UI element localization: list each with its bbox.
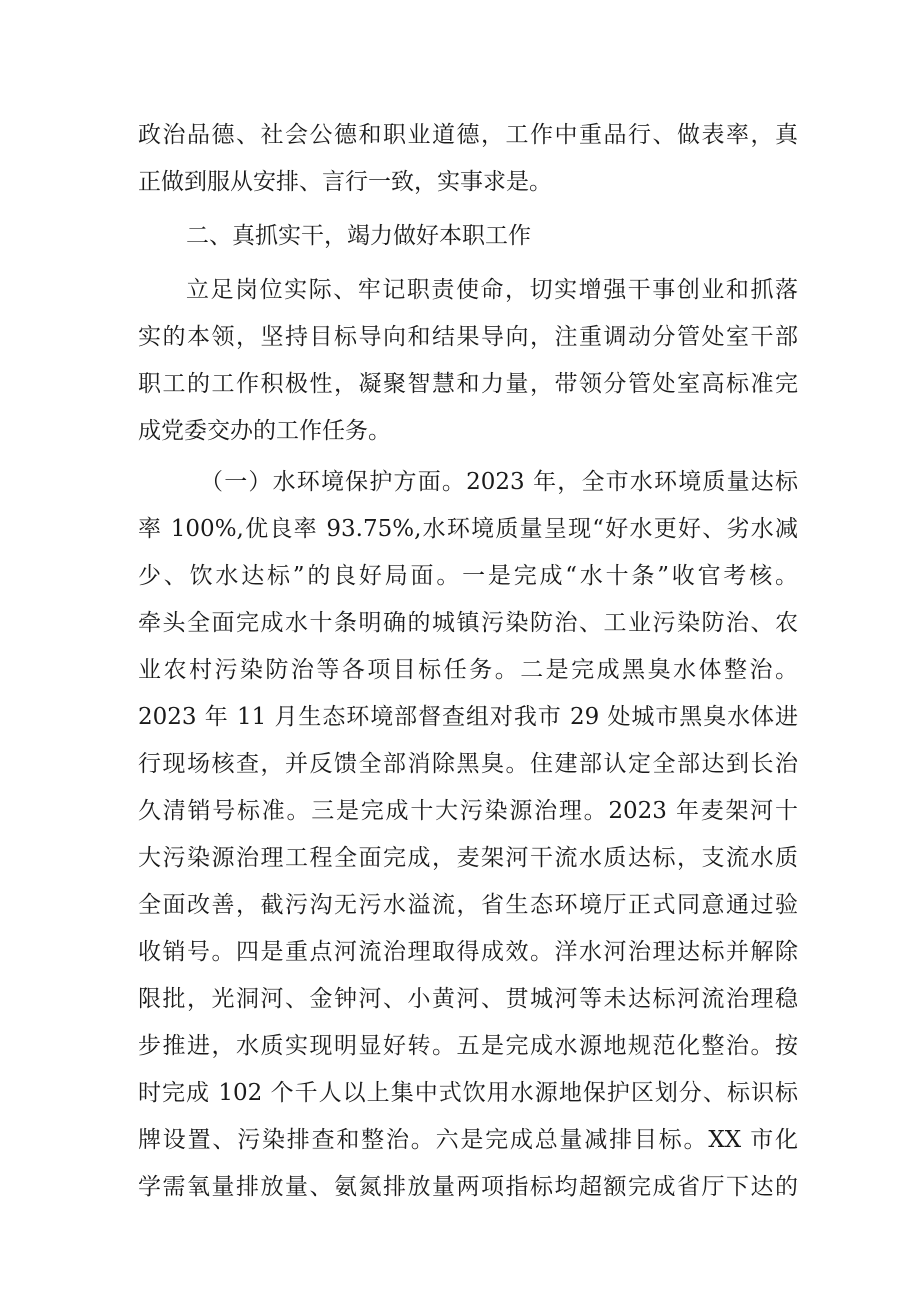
paragraph-line: 政治品德、社会公德和职业道德，工作中重品行、做表率，真 (138, 122, 798, 148)
paragraph-line: 收销号。四是重点河流治理取得成效。洋水河治理达标并解除 (138, 939, 798, 965)
paragraph-line: 牵头全面完成水十条明确的城镇污染防治、工业污染防治、农 (138, 610, 798, 636)
section-heading: 二、真抓实干，竭力做好本职工作 (186, 223, 531, 249)
paragraph-line: 全面改善，截污沟无污水溢流，省生态环境厅正式同意通过验 (138, 892, 798, 918)
paragraph-line: 限批，光洞河、金钟河、小黄河、贯城河等未达标河流治理稳 (138, 986, 798, 1012)
paragraph-line: 实的本领，坚持目标导向和结果导向，注重调动分管处室干部 (138, 324, 798, 350)
paragraph-line: 职工的工作积极性，凝聚智慧和力量，带领分管处室高标准完 (138, 371, 798, 397)
paragraph-line: 行现场核查，并反馈全部消除黑臭。住建部认定全部达到长治 (138, 751, 798, 777)
paragraph-line: 学需氧量排放量、氨氮排放量两项指标均超额完成省厅下达的 (138, 1174, 798, 1200)
paragraph-line: 牌设置、污染排查和整治。六是完成总量减排目标。XX 市化 (138, 1127, 798, 1153)
paragraph-line: 正做到服从安排、言行一致，实事求是。 (138, 169, 552, 195)
paragraph-line: 业农村污染防治等各项目标任务。二是完成黑臭水体整治。 (138, 657, 798, 683)
subsection-line: （一）水环境保护方面。2023 年，全市水环境质量达标 (200, 469, 798, 495)
paragraph-line: 2023 年 11 月生态环境部督查组对我市 29 处城市黑臭水体进 (138, 704, 798, 730)
paragraph-line: 率 100%,优良率 93.75%,水环境质量呈现“好水更好、劣水减 (138, 516, 798, 542)
paragraph-line: 大污染源治理工程全面完成，麦架河干流水质达标，支流水质 (138, 845, 798, 871)
paragraph-line: 成党委交办的工作任务。 (138, 418, 391, 444)
paragraph-line: 步推进，水质实现明显好转。五是完成水源地规范化整治。按 (138, 1033, 798, 1059)
paragraph-line: 久清销号标准。三是完成十大污染源治理。2023 年麦架河十 (138, 798, 798, 824)
paragraph-line: 时完成 102 个千人以上集中式饮用水源地保护区划分、标识标 (138, 1080, 798, 1106)
paragraph-line: 少、饮水达标”的良好局面。一是完成“水十条”收官考核。 (138, 563, 798, 589)
paragraph-line: 立足岗位实际、牢记职责使命，切实增强干事创业和抓落 (186, 277, 798, 303)
